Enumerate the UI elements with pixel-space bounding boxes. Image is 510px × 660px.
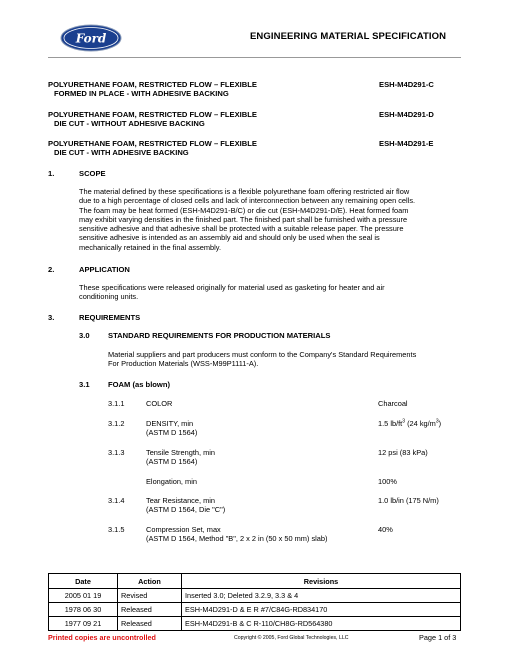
section-number-scope: 1. <box>48 169 55 178</box>
subsection-number-3-1: 3.1 <box>79 380 90 389</box>
material-code-c: ESH-M4D291-C <box>379 80 434 89</box>
revision-table <box>48 573 461 631</box>
section-number-requirements: 3. <box>48 313 55 322</box>
item-number-tear: 3.1.4 <box>108 496 125 505</box>
svg-text:Ford: Ford <box>75 31 107 46</box>
item-number-color: 3.1.1 <box>108 399 125 408</box>
column-header-action: Action <box>118 574 182 589</box>
subsection-heading-3-0: STANDARD REQUIREMENTS FOR PRODUCTION MATERIALS <box>108 331 331 340</box>
item-value-tear: 1.0 lb/in (175 N/m) <box>378 496 439 505</box>
table-row <box>49 617 461 631</box>
item-number-tensile: 3.1.3 <box>108 448 125 457</box>
subsection-number-3-0: 3.0 <box>79 331 90 340</box>
section-heading-requirements: REQUIREMENTS <box>79 313 141 322</box>
material-code-d: ESH-M4D291-D <box>379 110 434 119</box>
item-value-color: Charcoal <box>378 399 408 408</box>
page-number: Page 1 of 3 <box>419 633 457 642</box>
table-row <box>49 603 461 617</box>
document-title: ENGINEERING MATERIAL SPECIFICATION <box>250 31 447 42</box>
item-number-compression: 3.1.5 <box>108 525 125 534</box>
item-number-density: 3.1.2 <box>108 419 125 428</box>
column-header-date: Date <box>49 574 118 589</box>
cell-revision: Inserted 3.0; Deleted 3.2.9, 3.3 & 4 <box>182 589 461 603</box>
cell-revision: ESH-M4D291-B & C R-110/CH8G-RD564380 <box>182 617 461 631</box>
item-label-tensile: Tensile Strength, min (ASTM D 1564) <box>146 448 216 467</box>
header-divider <box>48 57 461 58</box>
material-title-c: POLYURETHANE FOAM, RESTRICTED FLOW – FLEXIBLE FORMED IN PLACE - WITH ADHESIVE BACKING <box>48 80 257 99</box>
copyright-notice: Copyright © 2005, Ford Global Technologies, LLC <box>234 635 349 641</box>
cell-action: Revised <box>118 589 182 603</box>
column-header-revisions: Revisions <box>182 574 461 589</box>
table-row <box>49 589 461 603</box>
section-heading-application: APPLICATION <box>79 265 130 274</box>
uncontrolled-copy-notice: Printed copies are uncontrolled <box>48 633 156 642</box>
section-heading-scope: SCOPE <box>79 169 106 178</box>
subsection-heading-3-1: FOAM (as blown) <box>108 380 171 389</box>
item-label-compression: Compression Set, max (ASTM D 1564, Method "B", 2 x 2 in (50 x 50 mm) slab) <box>146 525 328 544</box>
item-label-tear: Tear Resistance, min (ASTM D 1564, Die "C") <box>146 496 226 515</box>
item-value-density: 1.5 $lb/ft^3$ (24 $kg/m^3$) <box>378 418 442 428</box>
material-title-e: POLYURETHANE FOAM, RESTRICTED FLOW – FLEXIBLE DIE CUT - WITH ADHESIVE BACKING <box>48 139 257 158</box>
cell-revision: ESH-M4D291-D & E R #7/C84G-RD834170 <box>182 603 461 617</box>
item-label-color: COLOR <box>146 399 173 408</box>
item-label-density: DENSITY, min (ASTM D 1564) <box>146 419 198 438</box>
item-value-elongation: 100% <box>378 477 397 486</box>
item-value-tensile: 12 psi (83 kPa) <box>378 448 428 457</box>
cell-date: 1978 06 30 <box>49 603 118 617</box>
ford-logo <box>60 24 122 52</box>
cell-action: Released <box>118 617 182 631</box>
material-code-e: ESH-M4D291-E <box>379 139 434 148</box>
item-label-elongation: Elongation, min <box>146 477 197 486</box>
item-value-compression: 40% <box>378 525 393 534</box>
material-title-d: POLYURETHANE FOAM, RESTRICTED FLOW – FLEXIBLE DIE CUT - WITHOUT ADHESIVE BACKING <box>48 110 257 129</box>
scope-paragraph: The material defined by these specifications is a flexible polyurethane foam offering restricted air flow due to a high percentage of closed cells and lack of interconnection between any remaining open cells. The foam may be heat formed (ESH-M4D291-B/C) or die cut (ESH-M4D291-D/E). Heat formed foam may exhibit varying densities in the finished part. The finished part shall be furnished with a pressure sensitive adhesive and that adhesive shall be protected with a suitable release paper. The pressure sensitive adhesive is intended as an assembly aid and should only be used when the seal is mechanically retained in the final assembly. <box>79 187 416 252</box>
section-number-application: 2. <box>48 265 55 274</box>
standard-requirements-paragraph: Material suppliers and part producers must conform to the Company's Standard Requirements For Production Materials (WSS-M99P1111-A). <box>108 350 417 369</box>
revision-table-header <box>49 574 461 589</box>
cell-date: 2005 01 19 <box>49 589 118 603</box>
cell-date: 1977 09 21 <box>49 617 118 631</box>
cell-action: Released <box>118 603 182 617</box>
application-paragraph: These specifications were released originally for material used as gasketing for heater and air conditioning units. <box>79 283 385 302</box>
